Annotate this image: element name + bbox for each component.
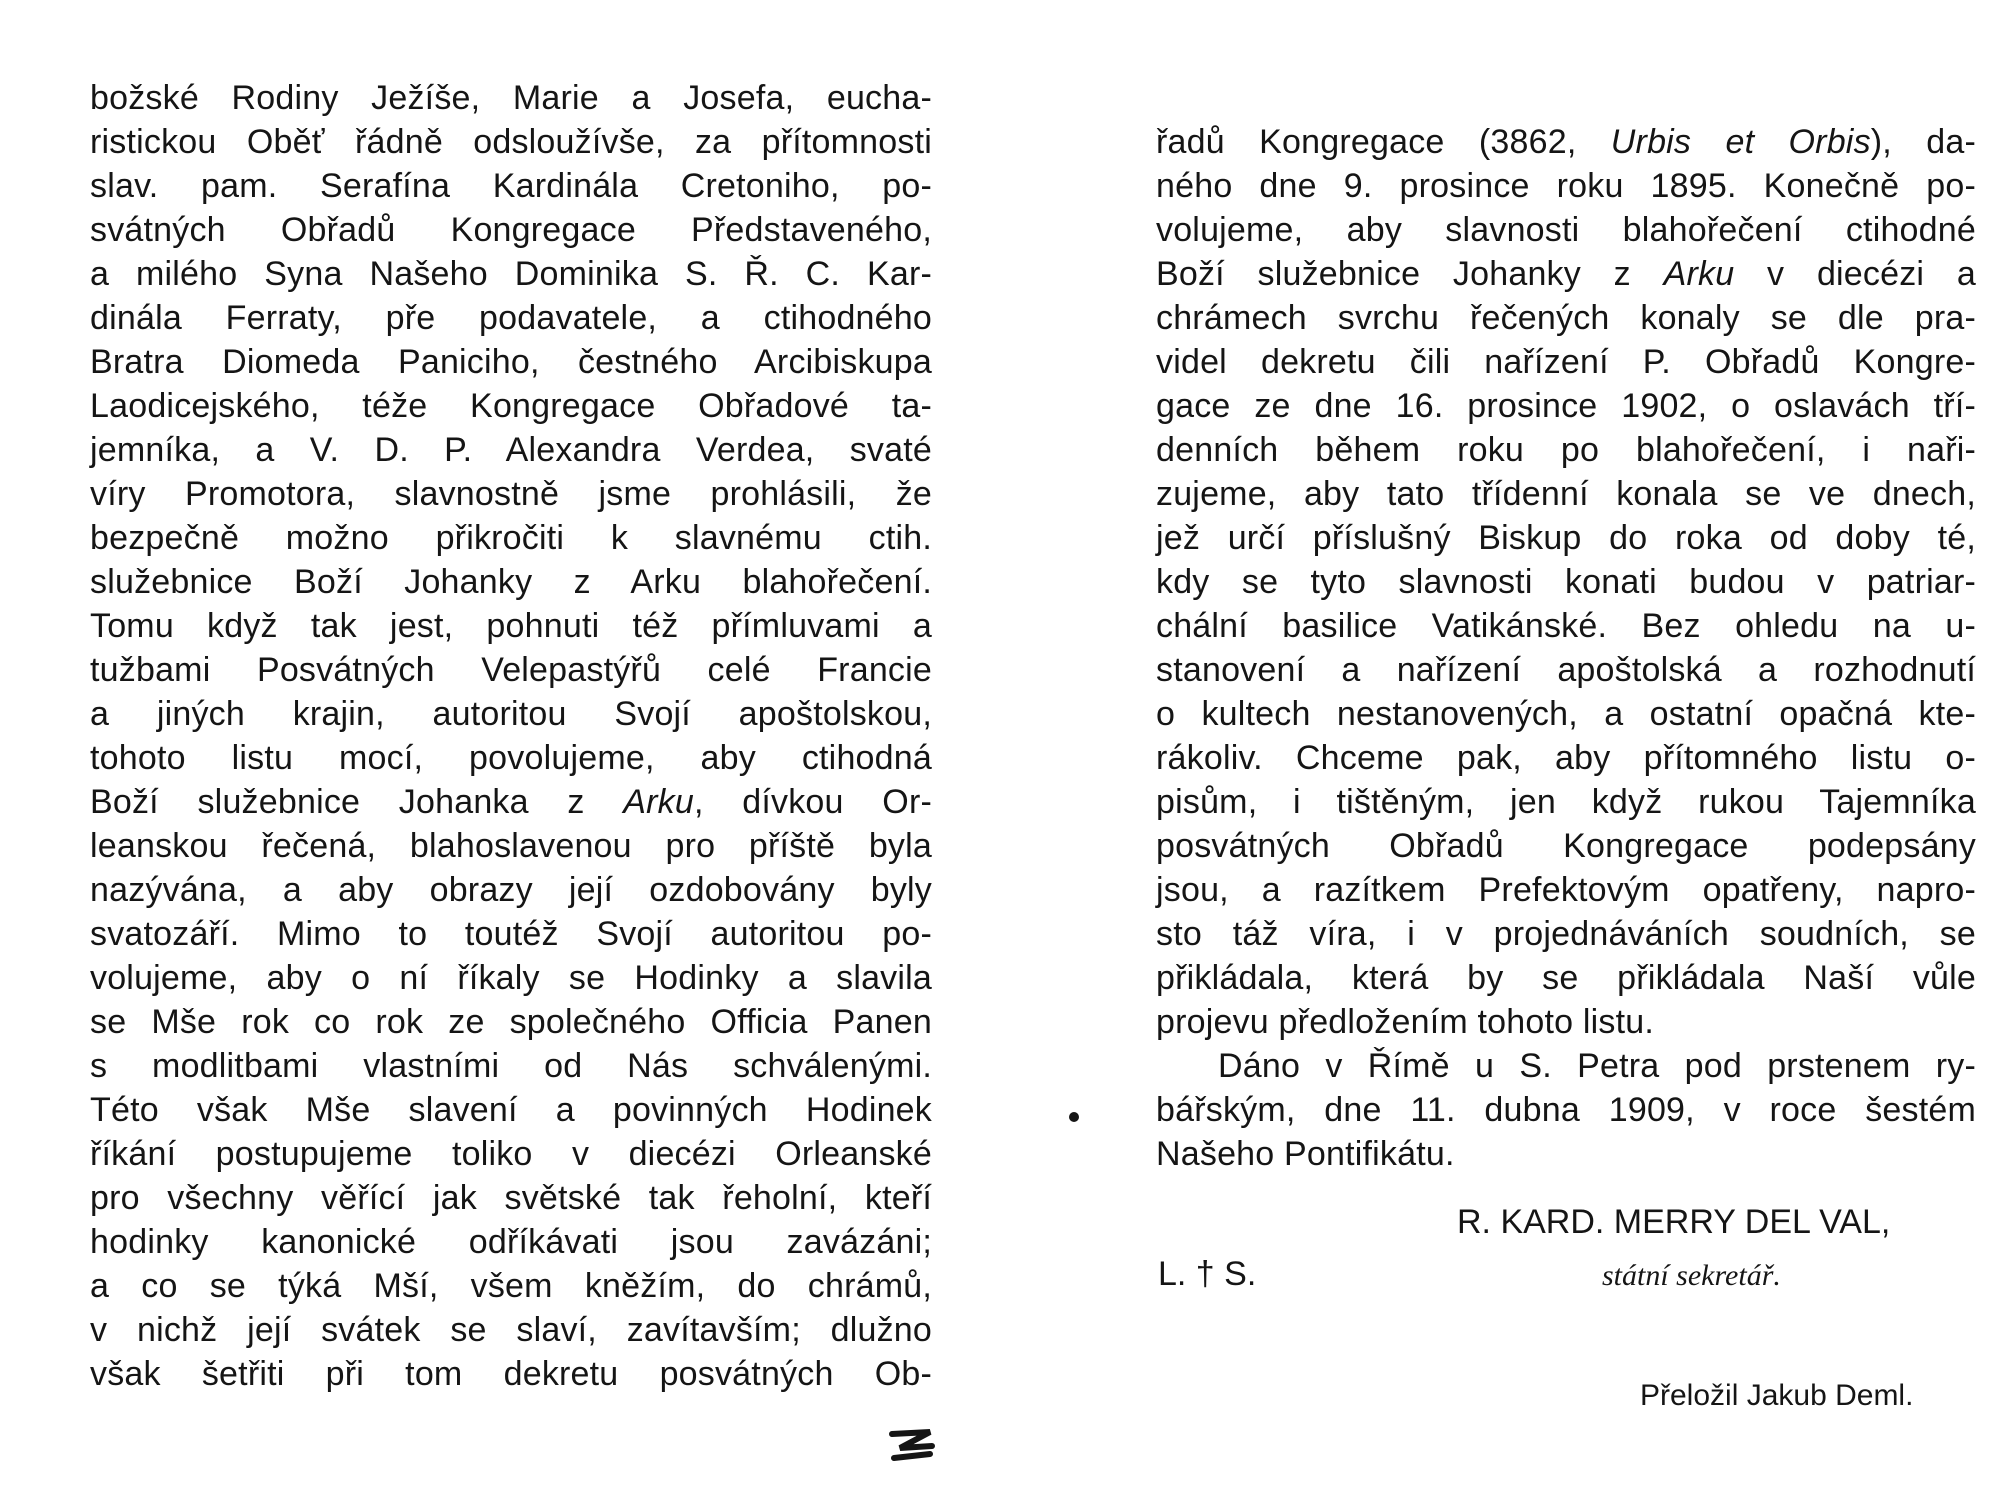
text-line: bářským, dne 11. dubna 1909, v roce šestém (1156, 1091, 1976, 1129)
signer-name: R. KARD. MERRY DEL VAL, (1457, 1203, 1891, 1241)
text-line: tohoto listu mocí, povolujeme, aby ctihodná (90, 739, 932, 777)
text-line: volujeme, aby o ní říkaly se Hodinky a slavila (90, 959, 932, 997)
right-text-column (1156, 120, 1976, 1176)
text-line: projevu předložením tohoto listu. (1156, 1003, 1654, 1041)
text-line: zujeme, aby tato třídenní konala se ve dnech, (1156, 475, 1976, 513)
stray-dot (1069, 1112, 1079, 1122)
text-line: Našeho Pontifikátu. (1156, 1135, 1455, 1173)
text-line: rákoliv. Chceme pak, aby přítomného listu o- (1156, 739, 1976, 777)
text-run: ), da- (1870, 123, 1976, 161)
text-line: chrámech svrchu řečených konaly se dle pra- (1156, 299, 1976, 337)
text-line: slav. pam. Serafína Kardinála Cretoniho, po- (90, 167, 932, 205)
text-line: o kultech nestanovených, a ostatní opačná kte- (1156, 695, 1976, 733)
text-line: dinála Ferraty, pře podavatele, a ctihodného (90, 299, 932, 337)
text-line: tužbami Posvátných Velepastýřů celé Francie (90, 651, 932, 689)
text-line: jež určí příslušný Biskup do roka od doby té, (1156, 519, 1976, 557)
text-line: chální basilice Vatikánské. Bez ohledu na u- (1156, 607, 1976, 645)
text-line: nazývána, a aby obrazy její ozdobovány byly (90, 871, 932, 909)
text-line: říkání postupujeme toliko v diecézi Orleanské (90, 1135, 932, 1173)
text-line: se Mše rok co rok ze společného Officia Panen (90, 1003, 932, 1041)
italic-run: Arku (623, 783, 694, 821)
text-line: Této však Mše slavení a povinných Hodinek (90, 1091, 932, 1129)
text-line: a co se týká Mší, všem kněžím, do chrámů, (90, 1267, 932, 1305)
text-run: Boží služebnice Johanky z (1156, 255, 1664, 293)
text-line: gace ze dne 16. prosince 1902, o oslavách tří- (1156, 387, 1976, 425)
text-line: svatozáří. Mimo to toutéž Svojí autoritou po- (90, 915, 932, 953)
text-line: leanskou řečená, blahoslavenou pro příště byla (90, 827, 932, 865)
text-line: však šetřiti při tom dekretu posvátných Ob- (90, 1355, 932, 1393)
text-line: a jiných krajin, autoritou Svojí apoštolskou, (90, 695, 932, 733)
text-line: víry Promotora, slavnostně jsme prohlásili, že (90, 475, 932, 513)
text-line-mixed (90, 780, 932, 824)
text-line: božské Rodiny Ježíše, Marie a Josefa, eucha- (90, 79, 932, 117)
text-line: Bratra Diomeda Paniciho, čestného Arcibiskupa (90, 343, 932, 381)
text-line: pro všechny věřící jak světské tak řeholní, kteří (90, 1179, 932, 1217)
text-run: v diecézi a (1734, 255, 1977, 293)
text-line: volujeme, aby slavnosti blahořečení ctihodné (1156, 211, 1976, 249)
text-line: s modlitbami vlastními od Nás schválenými. (90, 1047, 932, 1085)
text-line: Tomu když tak jest, pohnuti též přímluvami a (90, 607, 932, 645)
text-line: hodinky kanonické odříkávati jsou zavázáni; (90, 1223, 932, 1261)
text-run: Boží služebnice Johanka z (90, 783, 624, 821)
text-line: denních během roku po blahořečení, i naři- (1156, 431, 1976, 469)
signer-title: státní sekretář. (1602, 1259, 1781, 1292)
text-line: jsou, a razítkem Prefektovým opatřeny, napro- (1156, 871, 1976, 909)
text-line: posvátných Obřadů Kongregace podepsány (1156, 827, 1976, 865)
text-run: řadů Kongregace (3862, (1156, 123, 1611, 161)
text-line: a milého Syna Našeho Dominika S. Ř. C. Kar- (90, 255, 932, 293)
italic-run: Urbis et Orbis (1610, 123, 1871, 161)
text-line: ristickou Oběť řádně odsloužívše, za přítomnosti (90, 123, 932, 161)
italic-run: Arku (1663, 255, 1735, 293)
text-line: svátných Obřadů Kongregace Představeného, (90, 211, 932, 249)
translator-credit: Přeložil Jakub Deml. (1640, 1379, 1914, 1412)
text-line: přikládala, která by se přikládala Naší vůle (1156, 959, 1976, 997)
page-number-mark (886, 1428, 936, 1464)
text-line: kdy se tyto slavnosti konati budou v patriar- (1156, 563, 1976, 601)
seal-mark: L. † S. (1158, 1255, 1257, 1293)
text-line: pisům, i tištěným, jen když rukou Tajemníka (1156, 783, 1976, 821)
text-line: služebnice Boží Johanky z Arku blahořečení. (90, 563, 932, 601)
text-line: sto táž víra, i v projednáváních soudních, se (1156, 915, 1976, 953)
text-line: ného dne 9. prosince roku 1895. Konečně po- (1156, 167, 1976, 205)
text-line: jemníka, a V. D. P. Alexandra Verdea, svaté (90, 431, 932, 469)
text-line-mixed (1156, 252, 1976, 296)
text-line: bezpečně možno přikročiti k slavnému ctih. (90, 519, 932, 557)
text-run: , dívkou Or- (693, 783, 932, 821)
text-line-mixed (1156, 120, 1976, 164)
text-line: videl dekretu čili nařízení P. Obřadů Kongre- (1156, 343, 1976, 381)
text-line: Dáno v Římě u S. Petra pod prstenem ry- (1218, 1047, 1976, 1085)
text-line: Laodicejského, téže Kongregace Obřadové ta- (90, 387, 932, 425)
text-line: v nichž její svátek se slaví, zavítavším; dlužno (90, 1311, 932, 1349)
text-line: stanovení a nařízení apoštolská a rozhodnutí (1156, 651, 1976, 689)
left-text-column (90, 76, 932, 1396)
